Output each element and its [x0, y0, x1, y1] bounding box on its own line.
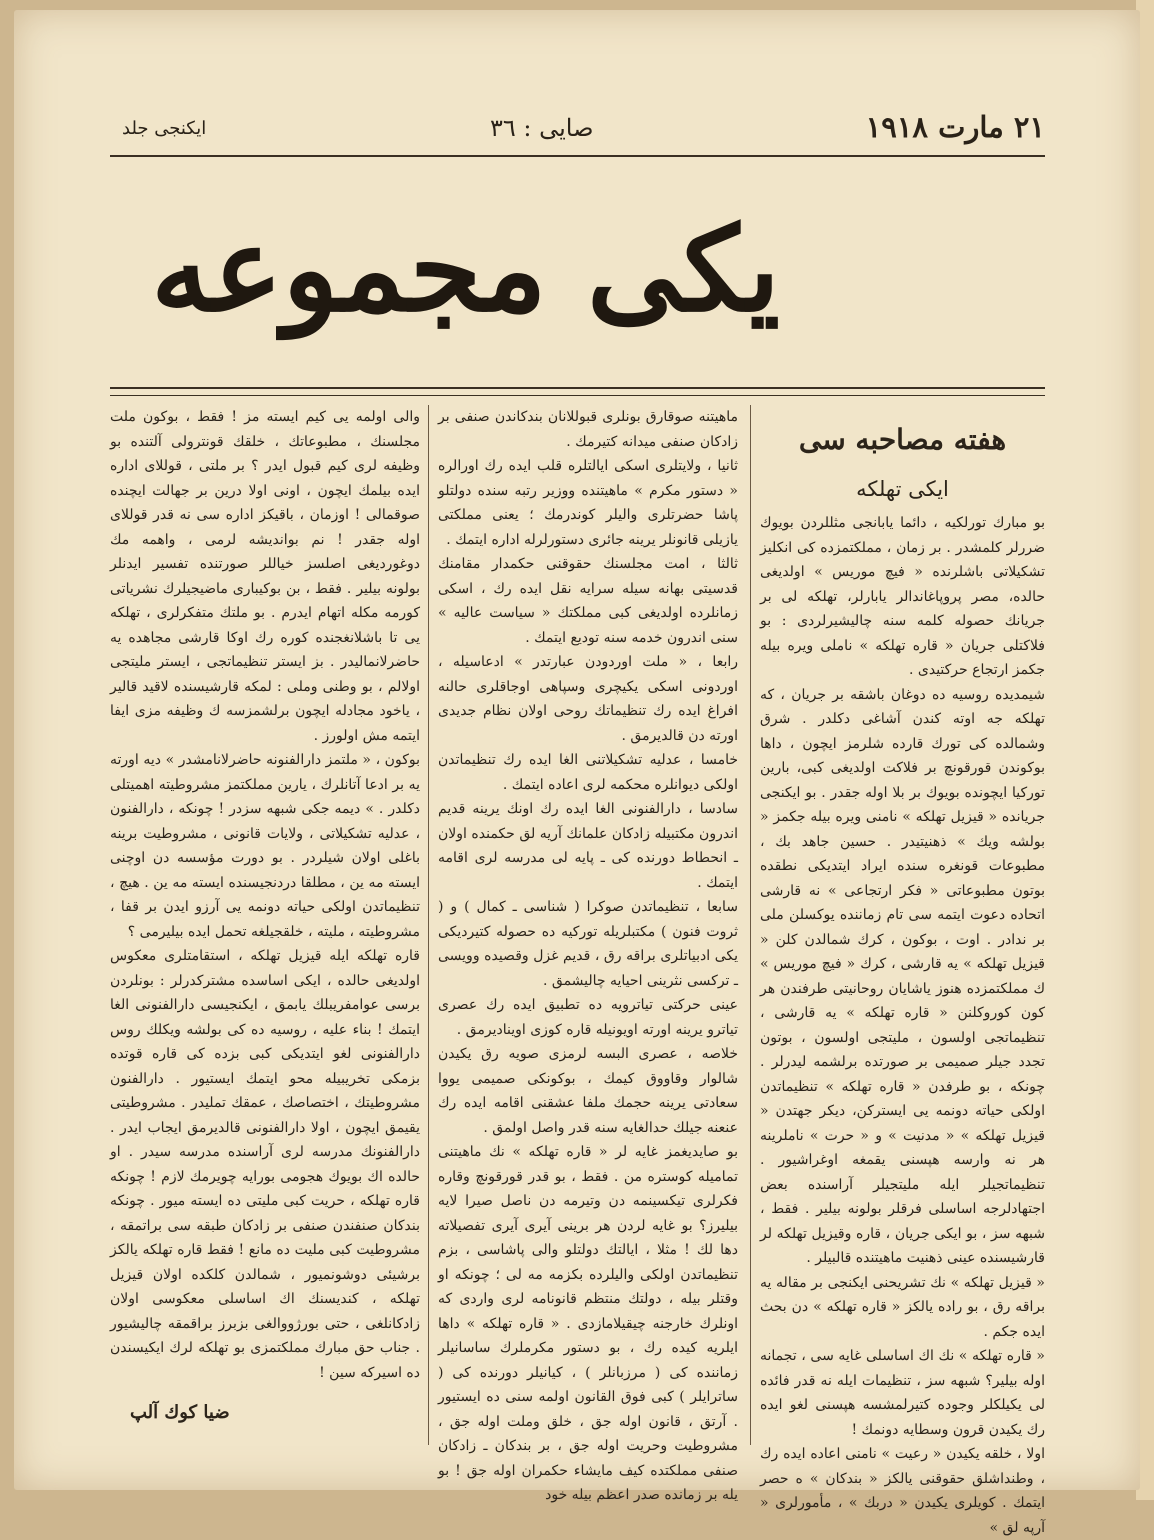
- paragraph: ماهيتنه صوقارق بونلرى قبوللانان بندكاندن صنفى بر زادكان صنفى ميدانه كتيرمك .: [438, 409, 738, 450]
- masthead-rule-bottom: [110, 395, 1045, 396]
- column-divider: [750, 405, 751, 1445]
- column-divider: [428, 405, 429, 1445]
- column-middle: [438, 405, 738, 1508]
- paragraph: شيمديده روسيه ده دوغان باشقه بر جريان ، كه تهلكه جه اوته كندن آشاغى دكلدر . شرق وشمالده كى تورك قارده شلرمز ايچون ، داها بوكوندن قورقونچ بر فلاكت اولديغى كبى، بارين توركيا ايچونده بويوك بر بلا اوله جقدر . بو ايكنجى جريانده « قيزيل تهلكه » نامنى ويره بيله جكمز « بولشه ويك » ذهنيتيدر . حسين جاهد بك ، مطبوعات قونغره سنده ايراد ايتديكى نطقده بوتون مطبوعاتى « فكر ارتجاعى » نه قارشى اتحاده دعوت ايتمه سى تام زماننده يوكسلن ملى بر ندادر . اوت ، بوكون ، كرك شمالدن كلن « قيزيل تهلكه » يه قارشى ، كرك « فيچ موريس » ك مملكتمزده هنوز ياشايان روحانيتى طرفندن هر كون كوروكلنن « قاره تهلكه » يه قارشى ، تنظيماتجى اولسون ، مليتجى اولسون ، بوتون تجدد جيلر صميمى بر صورتده برلشمه ليدرلر . چونكه ، بو طرفدن « قاره تهلكه » تنظيماتدن اولكى حياته دونمه يى ايستركن، ديكر جهتدن « قيزيل تهلكه » « مدنيت » و « حرت » ناملرينه هر نه وارسه هپسنى يقمغه اوغراشيور . تنظيماتجيلر ايله مليتجيلر آراسنده بعض اجتهادلرجه اساسلى فرقلر بولونه بيلير . فقط ، شبهه سز ، بو ايكى جريان ، قاره وقيزيل تهلكه لر قارشيسنده عينى ذهنيت ماهيتنده قالبيلر .: [760, 686, 1045, 1266]
- issue-date: ٢١ مارت ١٩١٨: [865, 110, 1045, 144]
- issue-number: صايى : ٣٦: [490, 114, 594, 142]
- paragraph: سابعا ، تنظيماتدن صوكرا ( شناسى ـ كمال ) و ( ثروت فنون ) مكتبلريله توركيه ده حصوله كتيرديكى يكى ادبياتلرى براقه رق ، قديم غزل وقصيده وويسى ـ تركسى نثرينى احيايه چاليشمق .: [438, 899, 738, 989]
- paragraph: ثالثا ، امت مجلسنك حقوقنى حكمدار مقامنك قدسيتى بهانه سيله سرايه نقل ايده رك ، اسكى زمانلرده اولديغى كبى مملكتك « سياست عاليه » سنى اندرون خدمه سنه توديع ايتمك .: [438, 556, 738, 646]
- paragraph: عينى حركتى تياترويه ده تطبيق ايده رك عصرى تياترو يرينه اورته اويونيله قاره كوزى اويناديرمق .: [438, 997, 738, 1038]
- paragraph: خلاصه ، عصرى البسه لرمزى صويه رق يكيدن شالوار وقاووق كيمك ، بوكونكى صميمى يووا سعادتى يرينه حجمك ملفا عشقنى اقامه ايده رك عنعنه جيلك حدالغايه سنه قدر واصل اولمق .: [438, 1046, 738, 1136]
- volume-label: ايكنجى جلد: [122, 118, 207, 139]
- paragraph: ثانيا ، ولايتلرى اسكى ايالتلره قلب ايده رك اورالره « دستور مكرم » ماهيتنده ووزير رتبه سنده دولتلو پاشا حضرتلرى واليلر كوندرمك ؛ يعنى مملكتى يازيلى قانونلر يرينه جائرى دستورلرله اداره ايتمك .: [438, 458, 738, 548]
- paragraph: بو مبارك تورلكيه ، دائما يابانجى مثللردن بويوك ضررلر كلمشدر . بر زمان ، مملكتمزده كى انكليز تشكيلاتى باشلرنده « فيچ موريس » اولديغى حالده، مصر پروپاغاندالر يابارلر، تهلكه لى بر جريانك حصوله كلمه سنه چاليشيرلردى : بو فلاكتلى جريان « قاره تهلكه » ناملى ويره بيله جكمز ارتجاع حركتيدى .: [760, 515, 1045, 678]
- column-right: [760, 405, 1045, 1540]
- paragraph: « قاره تهلكه » نك اك اساسلى غايه سى ، تجمانه اوله بيلير؟ شبهه سز ، تنظيمات ايله نه قدر فائده لى يكيلكلر وجوده كتيرلمشسه هپسنى لغو ايده رك يكيدن قرون وسطايه دونمك !: [760, 1348, 1045, 1438]
- column-left: [110, 405, 420, 1385]
- masthead-title: يكى مجموعه: [151, 202, 780, 338]
- paragraph: سادسا ، دارالفنونى الغا ايده رك اونك يرينه قديم اندرون مكتبيله زادكان علمانك آريه لق حكمنده اولان ـ انحطاط دورنده كى ـ پايه لى مدرسه لرى اقامه ايتمك .: [438, 801, 738, 891]
- paragraph: قاره تهلكه ايله قيزيل تهلكه ، استقامتلرى معكوس اولديغى حالده ، ايكى اساسده مشتركدرلر : بونلردن برسى عوامفريبلك يابمق ، ايكنجيسى دارالفنونى الغا ايتمك ! بناء عليه ، روسيه ده كى بولشه ويكلك روس دارالفنونى لغو ايتديكى كبى بزده كى قاره قوتده بزمكى تخريبيله محو ايتمك ايستيور . دارالفنون مشروطيتك ، اختصاصك ، عمقك تمليدر . مشروطيتى يقيمق ايچون ، اولا دارالفنونى قالديرمق ايجاب ايدر . دارالفنونك مدرسه لرى آراسنده مدرسه سيدر . او حالده اك بويوك هجومى بورايه چويرمك لازم ! چونكه قاره تهلكه ، حريت كبى مليتى ده ايسته ميور . چونكه بندكان صنفندن صنفى بر زادكان طبقه سى براتمقه ، مشروطيت كبى مليت ده مانع ! فقط قاره تهلكه يالكز برشيئى دوشونميور ، شمالدن كلكده اولان قيزيل تهلكه ، كنديسنك اك اساسلى معكوسى اولان زادكانلغى ، حتى بورژووالغى بزبرز براقمقه چاليشيور . جناب حق مبارك مملكتمزى بو تهلكه لرك ايكيسندن ده اسيركه سين !: [110, 948, 420, 1381]
- article-title: ايكى تهلكه: [856, 477, 949, 501]
- paragraph: « قيزيل تهلكه » نك تشريحنى ايكنجى بر مقاله يه براقه رق ، بو راده يالكز « قاره تهلكه » دن بحث ايده جكم .: [760, 1274, 1045, 1340]
- paragraph: والى اولمه يى كيم ايسته مز ! فقط ، بوكون ملت مجلسنك ، مطبوعاتك ، خلقك قونترولى آلتنده بو وظيفه لرى كيم قبول ايدر ؟ بر ملتى ، قوللاى اداره ايده بيلمك ايچون ، اونى اولا درين بر جهالت ايچنده صوقمالى ! اوزمان ، باقيكز اداره سى نه قدر قوللاى اوله جقدر ! نم بوانديشه لرمى ، واهمه مك دوغورديغى اصلسز خياللر صورتنده تفسير ايدنلر بولونه بيلير . فقط ، بن بوكيبارى ماضيجيلرك نشرياتى كورمه مكله اتهام ايدرم . بو ملتك متفكرلرى ، تهلكه يى تا باشلانغجنده كوره رك اوكا قارشى مجاهده يه حاضرلانماليدر . بز ايستر تنظيماتجى ، ايستر مليتجى اولالم ، بو وطنى وملى : لمكه قارشيسنده لاقيد قالير ، ياخود مجادله ايچون برلشمزسه ك وظيفه مزى ايفا ايتمه مش اولورز .: [110, 409, 420, 744]
- masthead-rule-top: [110, 387, 1045, 389]
- section-heading: هفته مصاحبه سى: [798, 423, 1007, 456]
- header-rule: [110, 155, 1045, 157]
- author-signature: ضيا كوك آلپ: [130, 1402, 230, 1423]
- paragraph: بو صايديغمز غايه لر « قاره تهلكه » نك ماهيتنى تماميله كوستره من . فقط ، بو قدر قورقونچ وقاره فكرلرى تيكسينمه دن وتيرمه دن ناصل صيرا لايه بيليرز؟ بو غايه لردن هر برينى آيرى آيرى تفصيلاته دها لك ! مثلا ، ايالتك دولتلو والى پاشاسى ، بزم تنظيماتدن اولكى واليلرده بكزمه مه لى ؛ چونكه او وقتلر بيله ، دولتك منتظم قانونامه لرى واردى كه اونلرك خارجنه چيقيلامازدى . « قاره تهلكه » داها ايلريه كيده رك ، بو دستور مكرملرك ساسانيلر زماننده كى ( مرزبانلر ) ، كيانيلر دورنده كى ( ساترايلر ) كبى فوق القانون اولمه سنى ده ايستيور . آرتق ، قانون اوله جق ، خلق وملت اوله جق ، مشروطيت وحريت اوله جق ، بر بندكان ـ زادكان صنفى مملكتده كيف مايشاء حكمران اوله جق ! بو يله بر زمانده صدر اعظم بيله خود: [438, 1144, 738, 1503]
- paragraph: رابعا ، « ملت اوردودن عبارتدر » ادعاسيله ، اوردونى اسكى يكيچرى وسپاهى اوجاقلرى حالنه افراغ ايده رك تنظيماتك روحى اولان نظام جديدى اورته دن قالديرمق .: [438, 654, 738, 744]
- paragraph: بوكون ، « ملتمز دارالفنونه حاضرلانامشدر » ديه اورته يه بر ادعا آتانلرك ، يارين مملكتمز مشروطيته اهميتلى دكلدر . » ديمه جكى شبهه سزدر ! چونكه ، دارالفنون ، عدليه تشكيلاتى ، ولايات قانونى ، مشروطيت برينه باغلى اولان شيلردر . بو دورت مؤسسه دن اوچنى ايسته مه ين ، مطلقا دردنجيسنده ايسته مه ين . هيچ ، تنظيماتدن اولكى حياته دونمه يى آرزو ايدن بر قفا ، مشروطيته ، مليته ، خلقجيلغه تحمل ايده بيليرمى ؟: [110, 752, 420, 940]
- paragraph: خامسا ، عدليه تشكيلاتنى الغا ايده رك تنظيماتدن اولكى ديوانلره محكمه لرى اعاده ايتمك .: [438, 752, 738, 793]
- header-row: [110, 110, 1045, 155]
- paragraph: اولا ، خلقه يكيدن « رعيت » نامنى اعاده ايده رك ، وطنداشلق حقوقنى يالكز « بندكان » ه حصر ايتمك . كويلرى يكيدن « دربك » ، مأمورلرى « آرپه لق »: [760, 1446, 1045, 1536]
